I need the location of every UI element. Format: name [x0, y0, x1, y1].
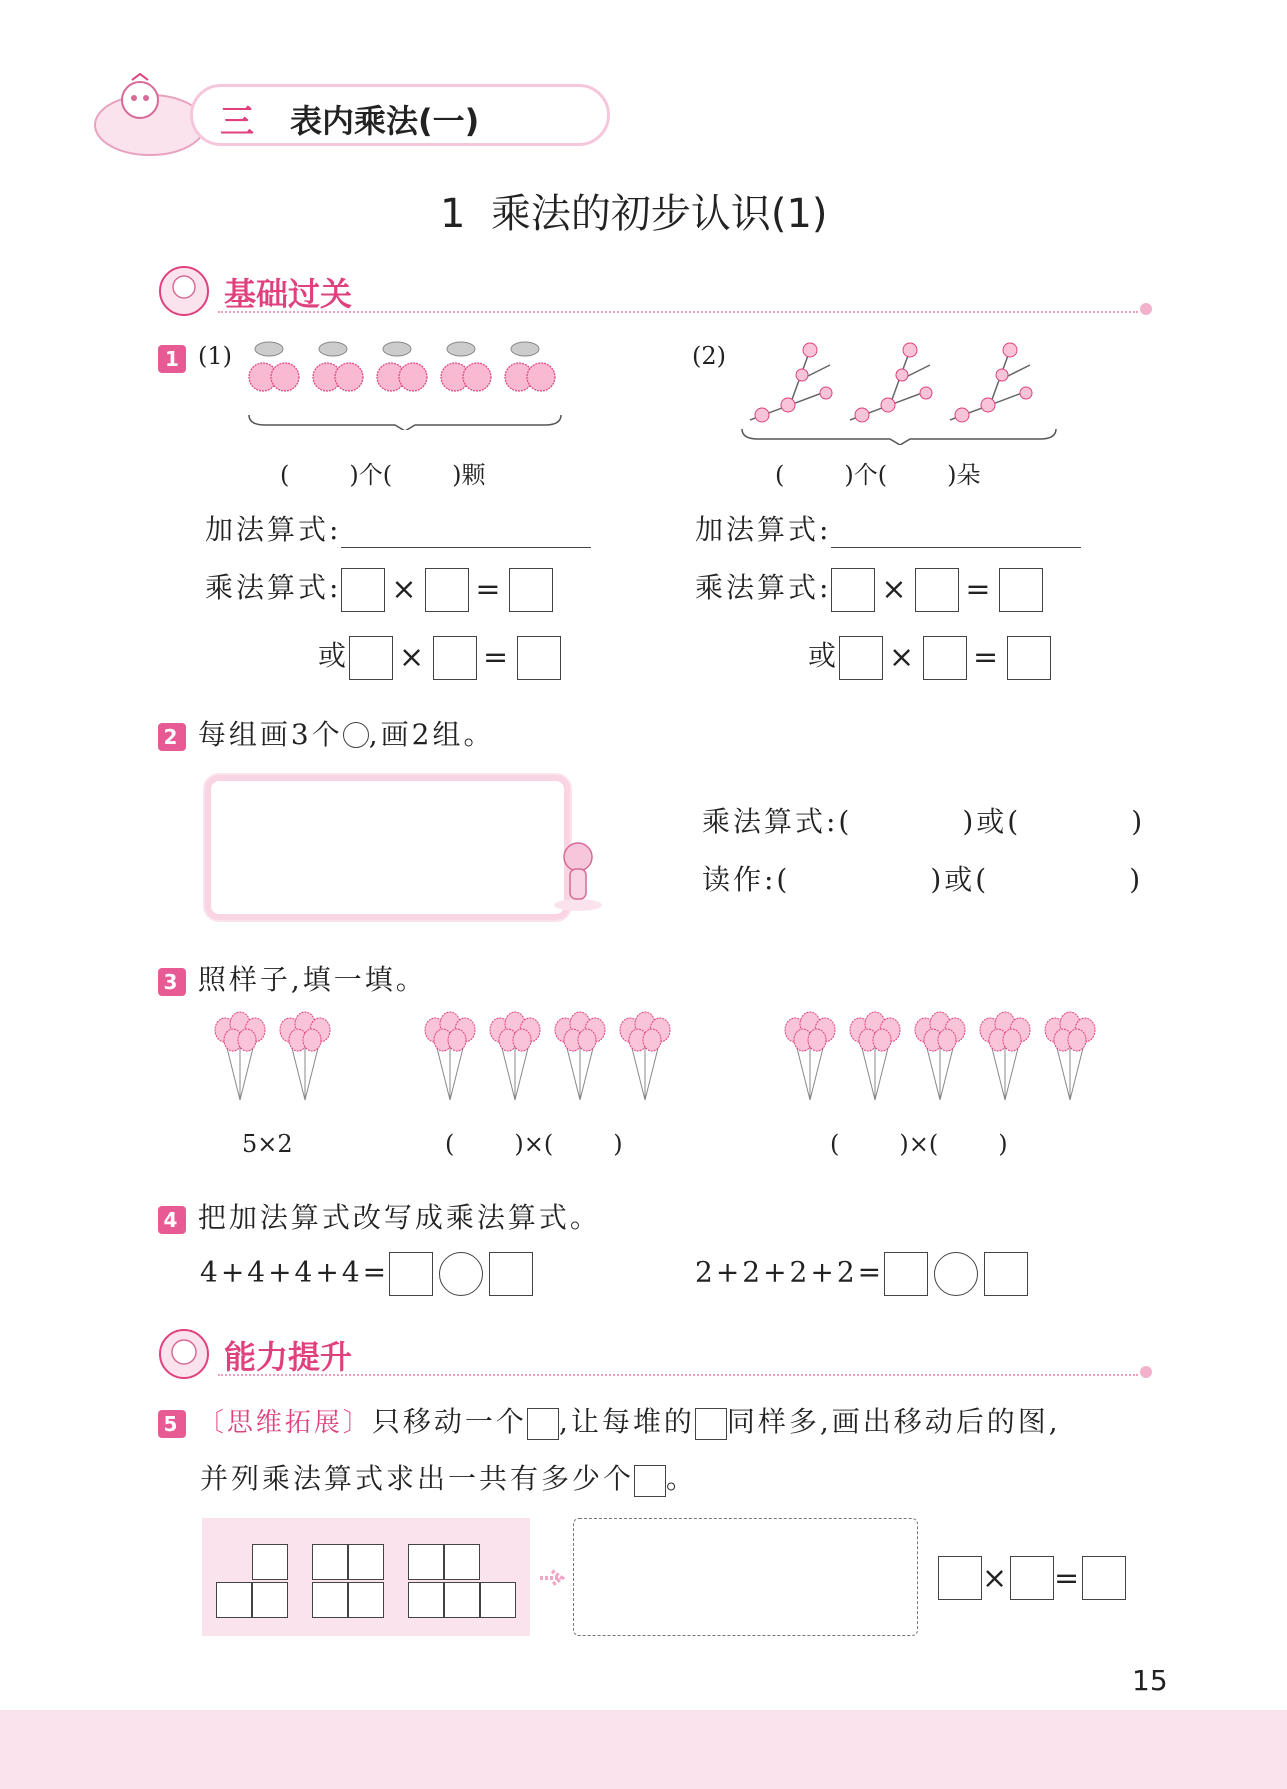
q5-prompt-line2: 并列乘法算式求出一共有多少个 。: [200, 1462, 698, 1495]
answer-box[interactable]: [349, 636, 393, 680]
answer-box[interactable]: [517, 636, 561, 680]
q1-part1-or: 或 × =: [318, 634, 561, 680]
q3-blank-a: ( )×( ): [445, 1130, 623, 1158]
q1-part1-mul: 乘法算式: × =: [205, 566, 553, 612]
footer-band: [0, 1710, 1287, 1789]
answer-box[interactable]: [389, 1252, 433, 1296]
q3-blank-b: ( )×( ): [830, 1130, 1008, 1158]
answer-box[interactable]: [1010, 1556, 1054, 1600]
square-icon: [527, 1408, 559, 1440]
q4-expr1: 4+4+4+4=: [200, 1252, 533, 1296]
square-tile: [252, 1582, 288, 1618]
flowers-image: [740, 335, 1060, 445]
answer-box[interactable]: [999, 568, 1043, 612]
q1-part1-label: (1): [198, 342, 232, 370]
arrow-right-icon: [538, 1568, 568, 1588]
answer-drawing-area[interactable]: [573, 1518, 918, 1636]
square-tile: [444, 1544, 480, 1580]
q3-prompt: 3 照样子,填一填。: [158, 958, 427, 998]
answer-box[interactable]: [831, 568, 875, 612]
answer-box[interactable]: [915, 568, 959, 612]
drawing-area[interactable]: [205, 775, 570, 920]
section-basic-title: 基础过关: [224, 275, 353, 313]
answer-box[interactable]: [923, 636, 967, 680]
answer-box[interactable]: [839, 636, 883, 680]
add-answer-line[interactable]: [341, 518, 591, 548]
section-divider: [218, 1374, 1138, 1376]
square-icon: [634, 1465, 666, 1497]
square-tile: [312, 1582, 348, 1618]
operator-circle[interactable]: [439, 1252, 483, 1296]
cherries-image: [245, 335, 575, 430]
square-tile: [252, 1544, 288, 1580]
square-tile: [408, 1582, 444, 1618]
squares-figure: [202, 1518, 530, 1636]
q5-prompt-line1: 5 〔思维拓展〕只移动一个 ,让每堆的 同样多,画出移动后的图,: [158, 1400, 1061, 1440]
section-basic: [158, 265, 1158, 313]
answer-box[interactable]: [1082, 1556, 1126, 1600]
answer-box[interactable]: [425, 568, 469, 612]
answer-box[interactable]: [341, 568, 385, 612]
q1-part2-add: 加法算式:: [695, 508, 1081, 548]
q1-part2-mul: 乘法算式: × =: [695, 566, 1043, 612]
answer-box[interactable]: [509, 568, 553, 612]
q4-expr2: 2+2+2+2=: [695, 1252, 1028, 1296]
answer-box[interactable]: [938, 1556, 982, 1600]
q1-part2-label: (2): [692, 342, 726, 370]
q5-equation: × =: [938, 1556, 1126, 1600]
square-tile: [348, 1544, 384, 1580]
divider-dots-icon: [1140, 1366, 1152, 1378]
unit-header: [80, 70, 530, 160]
square-tile: [408, 1544, 444, 1580]
girl-icon: [158, 265, 210, 317]
square-icon: [695, 1408, 727, 1440]
section-advanced: [158, 1328, 1158, 1376]
answer-box[interactable]: [1007, 636, 1051, 680]
page-number: 15: [1132, 1664, 1168, 1697]
answer-box[interactable]: [433, 636, 477, 680]
answer-box[interactable]: [984, 1252, 1028, 1296]
q1-number: 1: [158, 345, 186, 373]
operator-circle[interactable]: [934, 1252, 978, 1296]
q5-tag: 〔思维拓展〕: [197, 1408, 372, 1438]
add-answer-line[interactable]: [831, 518, 1081, 548]
q2-mul-line: 乘法算式:( )或( ): [702, 805, 1146, 838]
answer-box[interactable]: [489, 1252, 533, 1296]
q1-part1-blanks: ( )个( )颗: [280, 461, 486, 489]
q2-prompt: 2 每组画3个 ,画2组。: [158, 713, 494, 753]
square-tile: [216, 1582, 252, 1618]
section-divider: [218, 311, 1138, 313]
mascot-pencil-icon: [548, 835, 608, 915]
lesson-title: 1 乘法的初步认识(1): [440, 191, 828, 237]
q1-part1-add: 加法算式:: [205, 508, 591, 548]
q4-prompt: 4 把加法算式改写成乘法算式。: [158, 1196, 601, 1236]
square-tile: [312, 1544, 348, 1580]
divider-dots-icon: [1140, 303, 1152, 315]
circle-icon: [343, 722, 369, 748]
unit-number: 三: [220, 102, 254, 142]
balloons-image: [200, 1010, 1130, 1110]
q2-read-line: 读作:( )或( ): [702, 863, 1144, 896]
q3-example: 5×2: [242, 1130, 293, 1158]
square-tile: [348, 1582, 384, 1618]
answer-box[interactable]: [884, 1252, 928, 1296]
unit-title: 表内乘法(一): [290, 102, 480, 140]
boy-icon: [158, 1328, 210, 1380]
square-tile: [444, 1582, 480, 1618]
section-advanced-title: 能力提升: [224, 1338, 353, 1376]
square-tile: [480, 1582, 516, 1618]
q1-part2-blanks: ( )个( )朵: [775, 461, 981, 489]
q1-part2-or: 或 × =: [808, 634, 1051, 680]
